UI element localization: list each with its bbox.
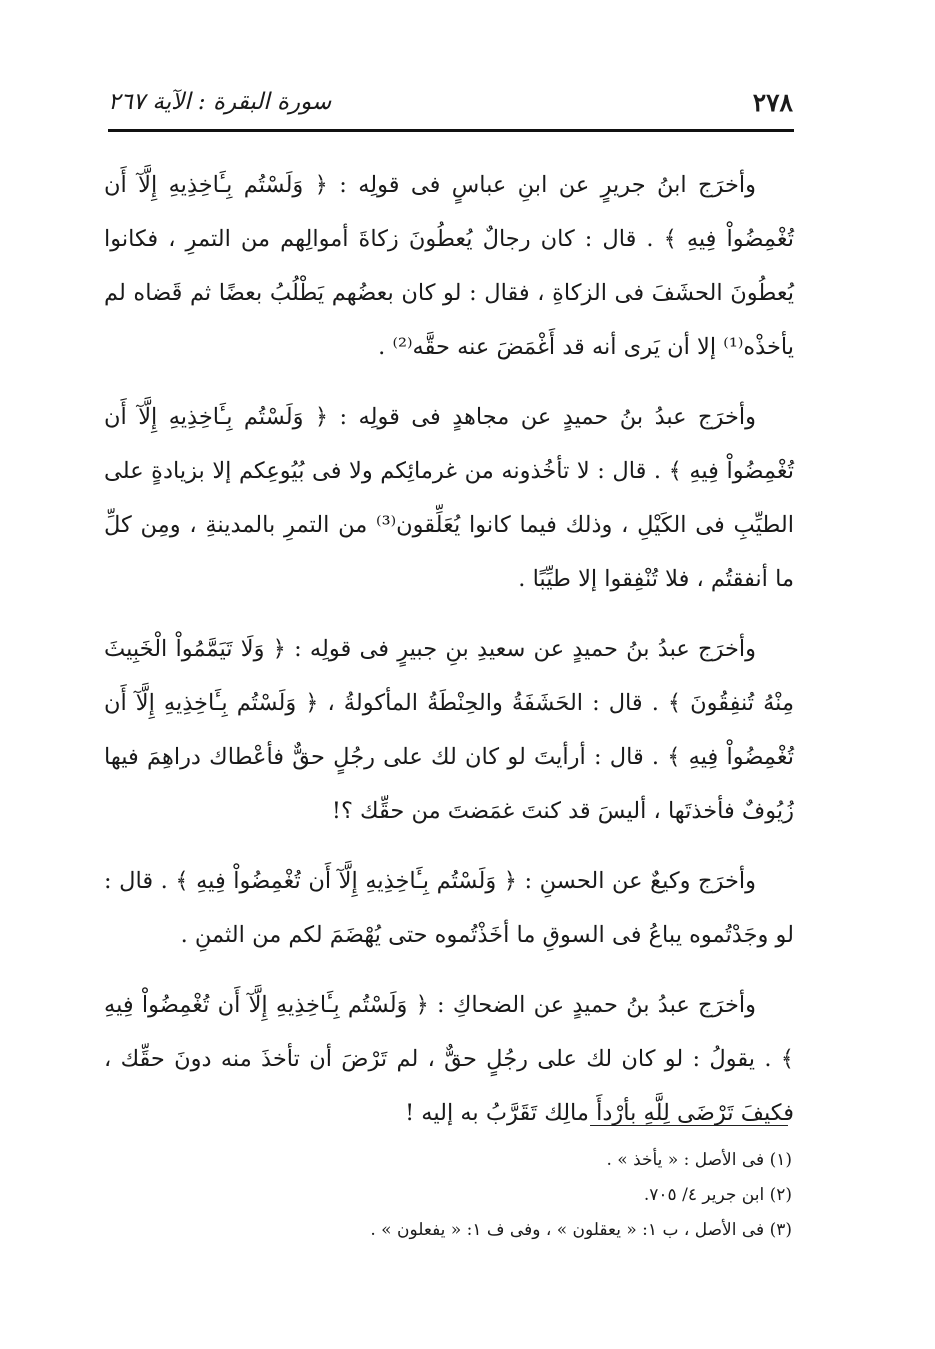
footnote-divider	[590, 1125, 788, 1126]
footnotes	[300, 1143, 792, 1248]
paragraph-4: وأخرَج وكيعٌ عن الحسنِ : ﴿ وَلَسْتُم بِـَٔاخِذِيهِ إِلَّآ أَن تُغْمِضُواْ فِيهِ ﴾ . قال : لو وجَدْتُموه يباعُ فى السوقِ ما أخَذْتُموه حتى يُهْضَمَ لكم من الثمنِ .	[104, 868, 794, 948]
footnote-2: (٢) ابن جرير ٤/ ٧٠٥.	[643, 1185, 792, 1205]
paragraph-5: وأخرَج عبدُ بنُ حميدٍ عن الضحاكِ : ﴿ وَلَسْتُم بِـَٔاخِذِيهِ إِلَّآ أَن تُغْمِضُواْ فِيهِ ﴾ . يقولُ : لو كان لك على رجُلٍ حقٌّ ، لم تَرْضَ أن تأخذَ منه دونَ حقِّك ، فكيفَ تَرْضَى لِلَّهِ بأرْدأَ مالِك تَقَرَّبُ به إليه !	[104, 992, 794, 1126]
page-header	[108, 82, 793, 122]
footnote-3: (٣) فى الأصل ، ب ١: « يعقلون » ، وفى ف ١: « يفعلون » .	[370, 1220, 792, 1240]
paragraph-3: وأخرَج عبدُ بنُ حميدٍ عن سعيدِ بنِ جبيرٍ فى قولِه : ﴿ وَلَا تَيَمَّمُواْ الْخَبِيثَ مِنْهُ تُنفِقُونَ ﴾ . قال : الحَشَفَةُ والحِنْطَةُ المأكولةُ ، ﴿ وَلَسْتُم بِـَٔاخِذِيهِ إِلَّآ أَن تُغْمِضُواْ فِيهِ ﴾ . قال : أرأيتَ لو كان لك على رجُلٍ حقٌّ فأعْطاك دراهِمَ فيها زُيُوفٌ فأخذتَها ، أليسَ قد كنتَ غمَضتَ من حقِّك ؟!	[104, 636, 794, 824]
header-divider	[108, 129, 794, 132]
paragraph-1: وأخرَج ابنُ جريرٍ عن ابنِ عباسٍ فى قولِه : ﴿ وَلَسْتُم بِـَٔاخِذِيهِ إِلَّآ أَن تُغْمِضُواْ فِيهِ ﴾ . قال : كان رجالٌ يُعطُونَ زكاةَ أموالِهم من التمرِ ، فكانوا يُعطُونَ الحشَفَ فى الزكاةِ ، فقال : لو كان بعضُهم يَطْلُبُ بعضًا ثم قَضاه لم يأخذْه⁽¹⁾ إلا أن يَرى أنه قد أَغْمَضَ عنه حقَّه⁽²⁾ .	[104, 172, 794, 360]
body-text	[104, 158, 794, 1156]
page-number: ٢٧٨	[752, 87, 793, 117]
running-title: سورة البقرة : الآية ٢٦٧	[108, 89, 332, 115]
paragraph-2: وأخرَج عبدُ بنُ حميدٍ عن مجاهدٍ فى قولِه : ﴿ وَلَسْتُم بِـَٔاخِذِيهِ إِلَّآ أَن تُغْمِضُواْ فِيهِ ﴾ . قال : لا تأخُذونه من غرمائِكم ولا فى بُيُوعِكم إلا بزيادةٍ على الطيِّبِ فى الكَيْلِ ، وذلك فيما كانوا يُعَلِّقون⁽³⁾ من التمرِ بالمدينةِ ، ومِن كلِّ ما أنفقتُم ، فلا تُنْفِقوا إلا طيِّبًا .	[104, 404, 794, 592]
footnote-1: (١) فى الأصل : « يأخذ » .	[606, 1150, 792, 1170]
